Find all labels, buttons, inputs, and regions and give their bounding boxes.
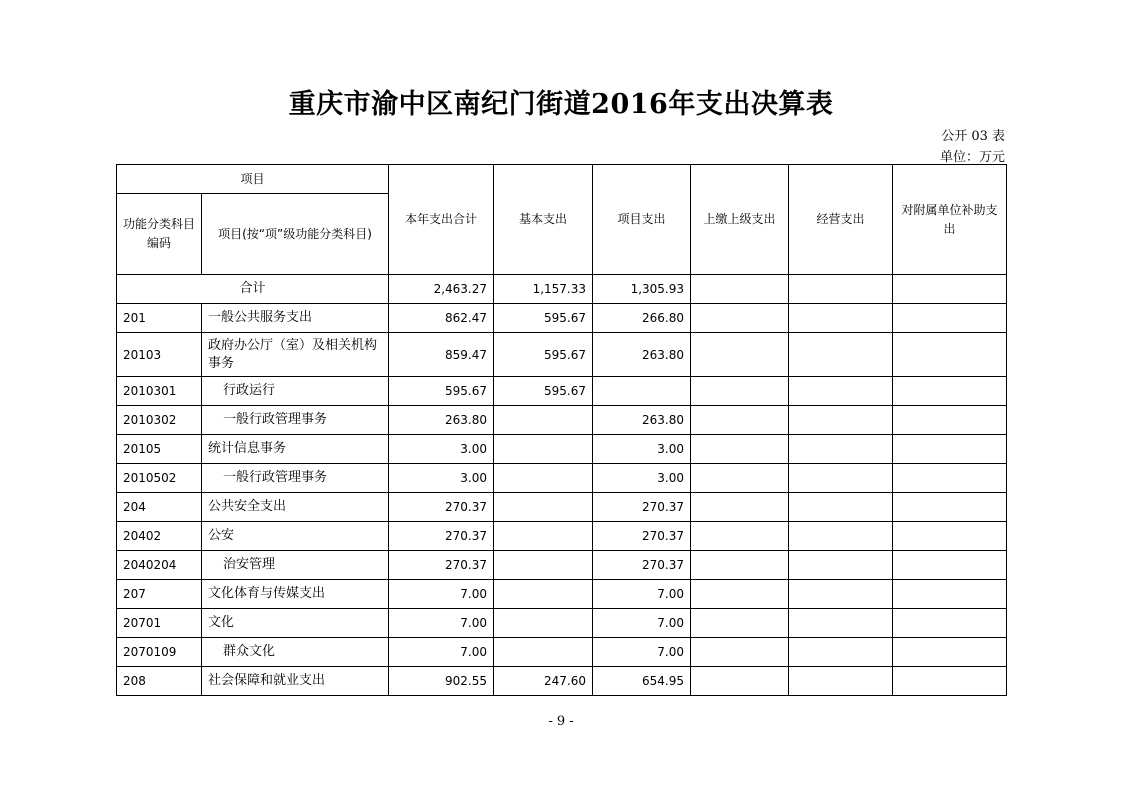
project-cell — [593, 377, 691, 406]
total-cell: 862.47 — [389, 304, 494, 333]
upper-cell — [691, 275, 789, 304]
name-cell: 文化 — [202, 609, 389, 638]
header-name: 项目(按“项”级功能分类科目) — [202, 194, 389, 275]
upper-cell — [691, 377, 789, 406]
project-cell: 263.80 — [593, 406, 691, 435]
header-item-group: 项目 — [117, 165, 389, 194]
total-cell: 859.47 — [389, 333, 494, 377]
basic-cell: 1,157.33 — [494, 275, 593, 304]
upper-cell — [691, 522, 789, 551]
table-row — [117, 333, 1007, 377]
page-title: 重庆市渝中区南纪门街道2016年支出决算表 — [288, 89, 834, 120]
total-cell: 270.37 — [389, 493, 494, 522]
subsidy-cell — [893, 304, 1007, 333]
code-cell: 2010502 — [117, 464, 202, 493]
total-row — [117, 275, 1007, 304]
name-cell: 文化体育与传媒支出 — [202, 580, 389, 609]
code-cell: 20701 — [117, 609, 202, 638]
name-cell: 公安 — [202, 522, 389, 551]
upper-cell — [691, 580, 789, 609]
name-cell: 社会保障和就业支出 — [202, 667, 389, 696]
unit-label: 单位：万元 — [939, 150, 1005, 165]
header-business: 经营支出 — [789, 165, 893, 275]
table-row — [117, 464, 1007, 493]
subsidy-cell — [893, 493, 1007, 522]
table-row — [117, 551, 1007, 580]
subsidy-cell — [893, 609, 1007, 638]
code-cell: 2070109 — [117, 638, 202, 667]
total-cell: 270.37 — [389, 551, 494, 580]
basic-cell — [494, 493, 593, 522]
project-cell: 270.37 — [593, 551, 691, 580]
name-cell: 一般公共服务支出 — [202, 304, 389, 333]
header-upper: 上缴上级支出 — [691, 165, 789, 275]
basic-cell — [494, 638, 593, 667]
table-row — [117, 435, 1007, 464]
business-cell — [789, 333, 893, 377]
table-row — [117, 580, 1007, 609]
basic-cell: 595.67 — [494, 333, 593, 377]
upper-cell — [691, 493, 789, 522]
code-cell: 20103 — [117, 333, 202, 377]
subsidy-cell — [893, 406, 1007, 435]
total-cell: 902.55 — [389, 667, 494, 696]
business-cell — [789, 406, 893, 435]
name-cell: 统计信息事务 — [202, 435, 389, 464]
business-cell — [789, 551, 893, 580]
name-cell: 行政运行 — [202, 377, 389, 406]
code-cell: 201 — [117, 304, 202, 333]
basic-cell — [494, 522, 593, 551]
basic-cell — [494, 435, 593, 464]
table-header — [117, 165, 1007, 275]
upper-cell — [691, 551, 789, 580]
form-number: 公开 03 表 — [941, 129, 1005, 144]
business-cell — [789, 638, 893, 667]
project-cell: 654.95 — [593, 667, 691, 696]
basic-cell: 595.67 — [494, 377, 593, 406]
header-basic: 基本支出 — [494, 165, 593, 275]
project-cell: 3.00 — [593, 435, 691, 464]
basic-cell — [494, 609, 593, 638]
basic-cell — [494, 580, 593, 609]
header-project: 项目支出 — [593, 165, 691, 275]
header-subsidy: 对附属单位补助支出 — [893, 165, 1007, 275]
table-row — [117, 522, 1007, 551]
upper-cell — [691, 304, 789, 333]
table-row — [117, 638, 1007, 667]
code-cell: 20105 — [117, 435, 202, 464]
upper-cell — [691, 638, 789, 667]
table-body — [117, 275, 1007, 696]
name-cell: 公共安全支出 — [202, 493, 389, 522]
business-cell — [789, 580, 893, 609]
subsidy-cell — [893, 522, 1007, 551]
subsidy-cell — [893, 275, 1007, 304]
basic-cell — [494, 551, 593, 580]
business-cell — [789, 493, 893, 522]
business-cell — [789, 464, 893, 493]
project-cell: 270.37 — [593, 522, 691, 551]
business-cell — [789, 522, 893, 551]
upper-cell — [691, 333, 789, 377]
total-cell: 7.00 — [389, 609, 494, 638]
upper-cell — [691, 464, 789, 493]
table-row — [117, 667, 1007, 696]
project-cell: 7.00 — [593, 580, 691, 609]
project-cell: 7.00 — [593, 638, 691, 667]
project-cell: 270.37 — [593, 493, 691, 522]
code-cell: 2010301 — [117, 377, 202, 406]
table-row — [117, 493, 1007, 522]
code-cell: 2040204 — [117, 551, 202, 580]
name-cell: 群众文化 — [202, 638, 389, 667]
total-cell: 7.00 — [389, 580, 494, 609]
business-cell — [789, 377, 893, 406]
project-cell: 3.00 — [593, 464, 691, 493]
business-cell — [789, 667, 893, 696]
subsidy-cell — [893, 464, 1007, 493]
name-cell: 一般行政管理事务 — [202, 464, 389, 493]
subsidy-cell — [893, 638, 1007, 667]
basic-cell — [494, 406, 593, 435]
code-cell: 204 — [117, 493, 202, 522]
total-cell: 595.67 — [389, 377, 494, 406]
table-row — [117, 377, 1007, 406]
business-cell — [789, 304, 893, 333]
total-cell: 270.37 — [389, 522, 494, 551]
upper-cell — [691, 667, 789, 696]
subsidy-cell — [893, 667, 1007, 696]
name-cell: 治安管理 — [202, 551, 389, 580]
project-cell: 263.80 — [593, 333, 691, 377]
total-cell: 7.00 — [389, 638, 494, 667]
name-cell: 政府办公厅（室）及相关机构事务 — [202, 333, 389, 377]
project-cell: 1,305.93 — [593, 275, 691, 304]
business-cell — [789, 435, 893, 464]
total-cell: 2,463.27 — [389, 275, 494, 304]
code-cell: 20402 — [117, 522, 202, 551]
basic-cell — [494, 464, 593, 493]
business-cell — [789, 609, 893, 638]
subsidy-cell — [893, 580, 1007, 609]
code-cell: 2010302 — [117, 406, 202, 435]
upper-cell — [691, 609, 789, 638]
page-number: - 9 - — [548, 714, 574, 729]
upper-cell — [691, 435, 789, 464]
table-row — [117, 304, 1007, 333]
code-cell: 208 — [117, 667, 202, 696]
total-cell: 3.00 — [389, 464, 494, 493]
table-row — [117, 406, 1007, 435]
total-cell: 3.00 — [389, 435, 494, 464]
subsidy-cell — [893, 551, 1007, 580]
project-cell: 266.80 — [593, 304, 691, 333]
table-row — [117, 609, 1007, 638]
total-cell: 263.80 — [389, 406, 494, 435]
subsidy-cell — [893, 377, 1007, 406]
header-code: 功能分类科目编码 — [117, 194, 202, 275]
expenditure-table — [116, 164, 1007, 696]
business-cell — [789, 275, 893, 304]
name-cell: 一般行政管理事务 — [202, 406, 389, 435]
total-label: 合计 — [117, 275, 389, 304]
basic-cell: 247.60 — [494, 667, 593, 696]
code-cell: 207 — [117, 580, 202, 609]
subsidy-cell — [893, 333, 1007, 377]
subsidy-cell — [893, 435, 1007, 464]
project-cell: 7.00 — [593, 609, 691, 638]
basic-cell: 595.67 — [494, 304, 593, 333]
upper-cell — [691, 406, 789, 435]
header-total: 本年支出合计 — [389, 165, 494, 275]
